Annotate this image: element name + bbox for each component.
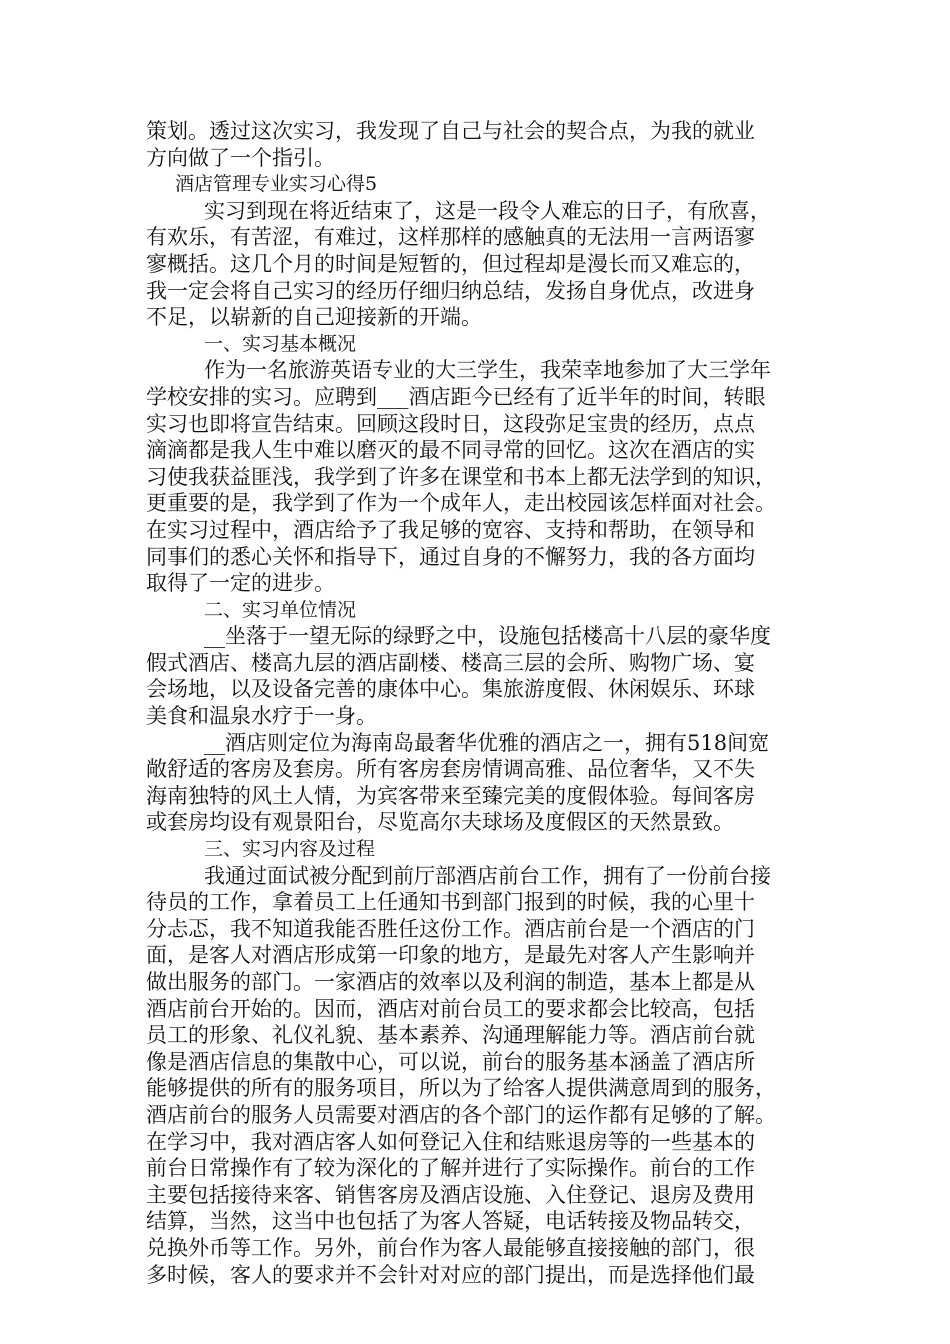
text-line: 或套房均设有观景阳台，尽览高尔夫球场及度假区的天然景致。 [146,810,734,835]
text-line: 像是酒店信息的集散中心，可以说，前台的服务基本涵盖了酒店所 [146,1049,755,1074]
text-line: 在学习中，我对酒店客人如何登记入住和结账退房等的一些基本的 [146,1129,755,1154]
text-line: 不足，以崭新的自己迎接新的开端。 [146,305,482,330]
text-line: 同事们的悉心关怀和指导下，通过自身的不懈努力，我的各方面均 [146,544,755,569]
text-line: 多时候，客人的要求并不会针对对应的部门提出，而是选择他们最 [146,1262,755,1287]
section-heading: 一、实习基本概况 [204,332,357,355]
text-line: 员工的形象、礼仪礼貌、基本素养、沟通理解能力等。酒店前台就 [146,1023,755,1048]
text-line: 主要包括接待来客、销售客房及酒店设施、入住登记、退房及费用 [146,1182,755,1207]
text-line: 作为一名旅游英语专业的大三学生，我荣幸地参加了大三学年 [204,358,771,383]
text-line: 兑换外币等工作。另外，前台作为客人最能够直接接触的部门，很 [146,1235,755,1260]
text-line: 分忐忑，我不知道我能否胜任这份工作。酒店前台是一个酒店的门 [146,916,755,941]
text-line: 策划。透过这次实习，我发现了自己与社会的契合点，为我的就业 [146,119,755,143]
text-line: 寥概括。这几个月的时间是短暂的，但过程却是漫长而又难忘的， [146,251,755,276]
text-line: 实习到现在将近结束了，这是一段令人难忘的日子，有欣喜， [204,198,771,223]
text-line: 更重要的是，我学到了作为一个成年人，走出校园该怎样面对社会。 [146,491,776,516]
text-line: 会场地，以及设备完善的康体中心。集旅游度假、休闲娱乐、环球 [146,677,755,702]
text-line: 能够提供的所有的服务项目，所以为了给客人提供满意周到的服务， [146,1076,776,1101]
text-line: 方向做了一个指引。 [146,145,335,170]
text-line: 结算，当然，这当中也包括了为客人答疑，电话转接及物品转交， [146,1209,755,1234]
text-line: 习使我获益匪浅，我学到了许多在课堂和书本上都无法学到的知识， [146,464,776,489]
section-heading: 三、实习内容及过程 [204,838,376,861]
text-line: 取得了一定的进步。 [146,571,335,596]
section-title: 酒店管理专业实习心得5 [175,173,378,196]
text-line: 酒店前台的服务人员需要对酒店的各个部门的运作都有足够的了解。 [146,1102,776,1127]
text-line: 假式酒店、楼高九层的酒店副楼、楼高三层的会所、购物广场、宴 [146,650,755,675]
text-line: 实习也即将宣告结束。回顾这段时日，这段弥足宝贵的经历，点点 [146,411,755,436]
text-line: __坐落于一望无际的绿野之中，设施包括楼高十八层的豪华度 [204,624,771,649]
text-line: 面，是客人对酒店形成第一印象的地方，是最先对客人产生影响并 [146,943,755,968]
text-line: 在实习过程中，酒店给予了我足够的宽容、支持和帮助，在领导和 [146,517,755,542]
text-line: 美食和温泉水疗于一身。 [146,704,377,729]
section-heading: 二、实习单位情况 [204,598,357,621]
text-line: 做出服务的部门。一家酒店的效率以及利润的制造，基本上都是从 [146,970,755,994]
text-line: 待员的工作，拿着员工上任通知书到部门报到的时候，我的心里十 [146,890,755,915]
text-line: __酒店则定位为海南岛最奢华优雅的酒店之一，拥有518间宽 [204,730,770,755]
text-line: 海南独特的风土人情，为宾客带来至臻完美的度假体验。每间客房 [146,783,755,808]
text-line: 前台日常操作有了较为深化的了解并进行了实际操作。前台的工作 [146,1156,755,1181]
document-page [146,118,826,1288]
text-line: 学校安排的实习。应聘到___酒店距今已经有了近半年的时间，转眼 [146,384,766,409]
text-line: 滴滴都是我人生中难以磨灭的最不同寻常的回忆。这次在酒店的实 [146,438,755,463]
text-line: 酒店前台开始的。因而，酒店对前台员工的要求都会比较高，包括 [146,996,755,1021]
text-line: 我一定会将自己实习的经历仔细归纳总结，发扬自身优点，改进身 [146,278,755,303]
text-line: 敞舒适的客房及套房。所有客房套房情调高雅、品位奢华，又不失 [146,757,755,782]
text-line: 有欢乐，有苦涩，有难过，这样那样的感触真的无法用一言两语寥 [146,225,755,250]
text-line: 我通过面试被分配到前厅部酒店前台工作，拥有了一份前台接 [204,863,771,888]
